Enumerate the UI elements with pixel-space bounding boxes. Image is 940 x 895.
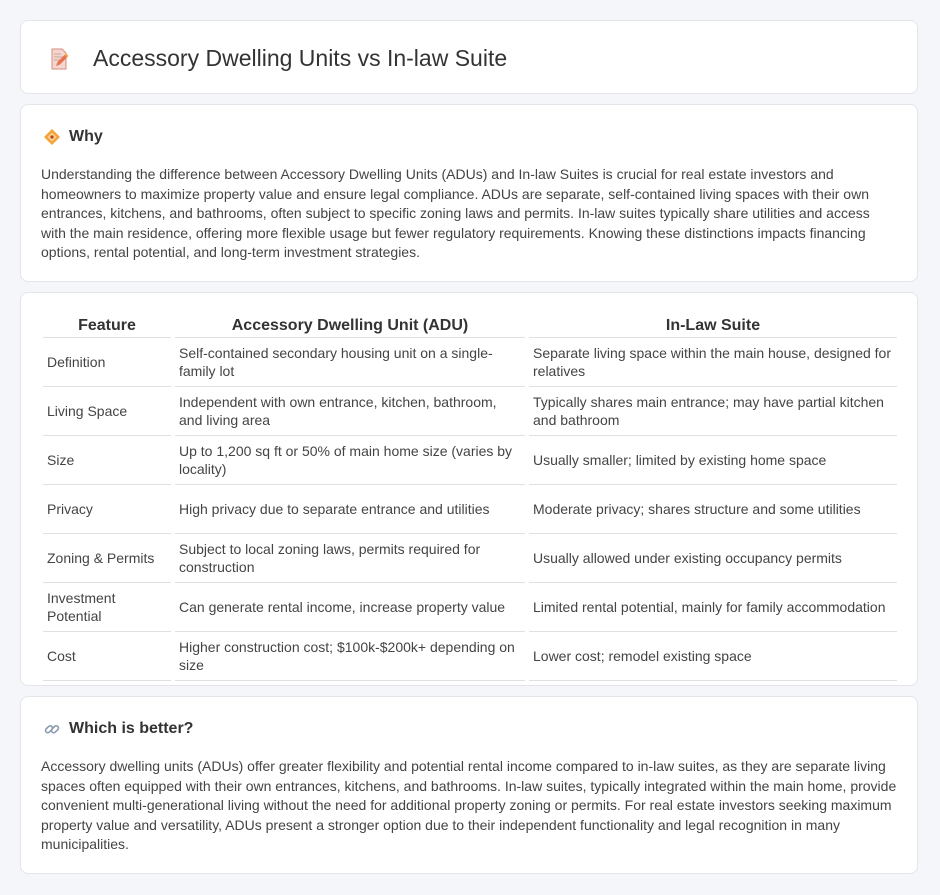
table-header-row [43, 315, 897, 338]
why-section [20, 104, 918, 282]
column-header-adu: Accessory Dwelling Unit (ADU) [175, 315, 525, 338]
feature-cell: Size [43, 436, 171, 485]
table-row [43, 632, 897, 681]
feature-cell: Living Space [43, 387, 171, 436]
table-row [43, 485, 897, 534]
table-row [43, 436, 897, 485]
in-law-cell: Typically shares main entrance; may have partial kitchen and bathroom [529, 387, 897, 436]
page-title: Accessory Dwelling Units vs In-law Suite [93, 45, 508, 71]
adu-cell: Higher construction cost; $100k-$200k+ depending on size [175, 632, 525, 681]
in-law-cell: Usually allowed under existing occupancy permits [529, 534, 897, 583]
link-icon [43, 720, 61, 738]
feature-cell: Privacy [43, 485, 171, 534]
feature-cell: Zoning & Permits [43, 534, 171, 583]
in-law-cell: Limited rental potential, mainly for family accommodation [529, 583, 897, 632]
in-law-cell: Lower cost; remodel existing space [529, 632, 897, 681]
why-text: Understanding the difference between Accessory Dwelling Units (ADUs) and In-law Suites is crucial for real estate investors and homeowners to maximize property value and ensure legal compliance. ADUs are separate, self-contained living spaces with their own entrances, kitchens, and bathrooms, often subject to specific zoning laws and permits. In-law suites typically share utilities and access with the main residence, offering more flexible usage but fewer regulatory requirements. Knowing these distinctions impacts financing options, rental potential, and long-term investment strategies. [41, 166, 870, 261]
table-row [43, 534, 897, 583]
comparison-table [39, 315, 901, 681]
feature-cell: Definition [43, 338, 171, 387]
table-row [43, 387, 897, 436]
title-card [20, 20, 918, 94]
which-is-better-section [20, 696, 918, 874]
adu-cell: Up to 1,200 sq ft or 50% of main home size (varies by locality) [175, 436, 525, 485]
adu-cell: Self-contained secondary housing unit on a single-family lot [175, 338, 525, 387]
better-text: Accessory dwelling units (ADUs) offer greater flexibility and potential rental income compared to in-law suites, as they are separate living spaces often equipped with their own entrances, kitchens, and bathrooms. In-law suites, typically integrated within the main home, provide convenient multi-generational living without the need for additional property zoning or permits. For real estate investors seeking maximum property value and versatility, ADUs present a stronger option due to their independent functionality and legal recognition in many municipalities. [41, 758, 897, 853]
comparison-table-card [20, 292, 918, 686]
column-header-in-law: In-Law Suite [529, 315, 897, 338]
in-law-cell: Moderate privacy; shares structure and some utilities [529, 485, 897, 534]
adu-cell: Subject to local zoning laws, permits required for construction [175, 534, 525, 583]
feature-cell: Investment Potential [43, 583, 171, 632]
table-row [43, 338, 897, 387]
why-heading: Why [69, 128, 103, 145]
column-header-feature: Feature [43, 315, 171, 338]
adu-cell: Can generate rental income, increase property value [175, 583, 525, 632]
better-heading: Which is better? [69, 720, 194, 737]
adu-cell: Independent with own entrance, kitchen, bathroom, and living area [175, 387, 525, 436]
feature-cell: Cost [43, 632, 171, 681]
better-heading-row [43, 719, 193, 739]
warning-diamond-icon [43, 128, 61, 146]
in-law-cell: Usually smaller; limited by existing home space [529, 436, 897, 485]
why-heading-row [43, 127, 103, 147]
adu-cell: High privacy due to separate entrance and utilities [175, 485, 525, 534]
table-row [43, 583, 897, 632]
document-edit-icon [47, 47, 71, 71]
in-law-cell: Separate living space within the main house, designed for relatives [529, 338, 897, 387]
